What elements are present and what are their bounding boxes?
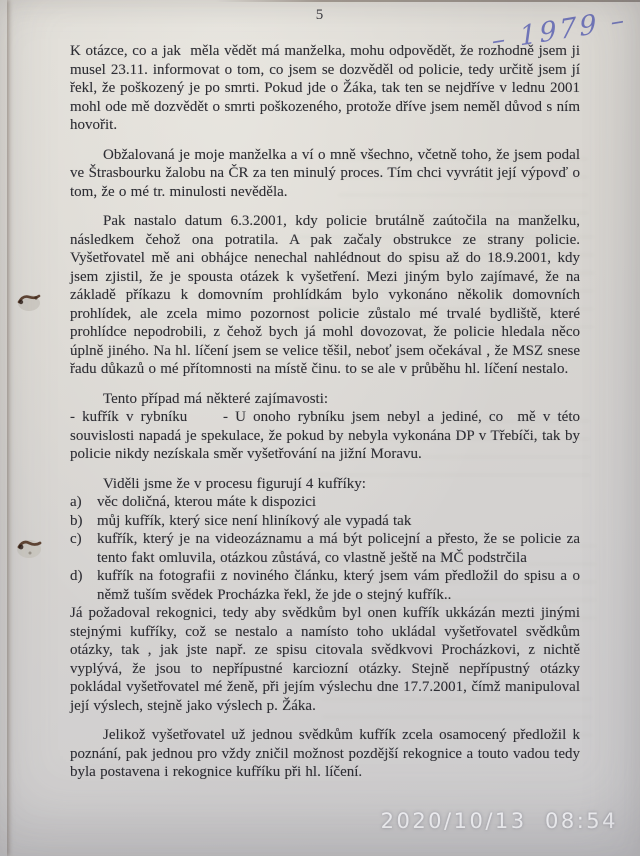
section-heading-zajimavosti: Tento případ má některé zajímavosti: [103,390,329,407]
page-number: 5 [315,7,325,23]
list-marker: b) [70,512,83,529]
photo-top-edge [215,0,640,2]
paragraph-obzalovana: Obžalovaná je moje manželka a ví o mně všechno, včetně toho, že jsem podal ve Štrasbourku žalobu na ČR za ten minulý proces. Tím chci vyvrátit její výpovď o tom, že o mé tr. minulosti nevěděla. [70,146,580,200]
ink-blot-mark [15,535,44,560]
list-item-text: kufřík na fotografii z noviného článku, který jsem vám předložil do spisu a o němž tuším svědek Procházka řekl, že jde o stejný kufřík.. [97,568,580,603]
list-item-c [70,530,580,567]
paragraph-obstrukce: Pak nastalo datum 6.3.2001, kdy policie brutálně zaútočila na manželku, následkem čehož ona potratila. A pak začaly obstrukce ze strany policie. Vyšetřovatel mě ani obhájce nenechal nahlédnout do spisu až do 18.9.2001, kdy jsem zjistil, že je spousta otázek k vyšetření. Mezi jiným bylo zajímavé, že na základě příkazu k domovním prohlídkám bylo vykonáno několik domovních prohlídek, ale zcela mimo pozornost policie zůstalo mé trvalé bydliště, které prohlídce nepodrobili, z čehož bych já mohl dovozovat, že policie hledala něco úplně jiného. Na hl. líčení jsem se velice těšil, neboť jsem očekával , že MSZ snese řadu důkazů o mé přítomnosti na místě činu. to se ale v průběhu hl. líčení nestalo. [70,213,580,377]
document-text [70,42,580,782]
camera-timestamp: 2020/10/13 08:54 [380,809,618,833]
paragraph-kufrik-v-rybniku: - kufřík v rybníku - U onoho rybníku jsem nebyl a jediné, co mě v této souvislosti napadá je spekulace, že pokud by nebyla vykonána DP v Třebíči, tak by policie nikdy nezískala směr vyšetřování na jižní Moravu. [70,409,580,462]
ink-blot-mark [16,290,43,313]
list-item-text: můj kufřík, který sice není hliníkový ale vypadá tak [97,512,412,529]
ink-blot-icon [15,535,44,560]
list-item-a [70,493,580,512]
ink-blot-icon [16,290,43,313]
list-marker: a) [70,494,82,510]
list-item-d [70,567,580,604]
handwritten-annotation: – 1979 – [491,4,628,57]
list-marker: d) [70,568,83,584]
section-heading-kufriky: Viděli jsme že v procesu figurují 4 kufříky: [103,475,366,492]
paragraph-zaver: Jelikož vyšetřovatel už jednou svědkům kufřík zcela osamocený předložil k poznání, pak jednou pro vždy zničil možnost pozdější rekognice a touto vadou tedy byla postavena i rekognice kufříku při hl. líčení. [70,727,580,780]
paragraph-uvod: K otázce, co a jak měla vědět má manželka, mohu odpovědět, že rozhodně jsem ji musel 23.11. informovat o tom, co jsem se dozvěděl od policie, tedy určitě jsem jí řekl, že poškozený je po smrti. Pokud jde o Žáka, tak ten se nejdříve v lednu 2001 mohl ode mě dozvědět o smrti poškozeného, protože dříve jsem neměl důvod s ním hovořit. [70,43,580,133]
list-item-b [70,512,580,531]
table-surface-edge [0,0,7,856]
list-marker: c) [70,531,82,547]
paragraph-rekognice: Já požadoval rekognici, tedy aby svědkům byl onen kufřík ukkázán mezti jinými stejnými kufříky, což se nestalo a namísto toho ukládal vyšetřovatel svědkům otázky, tak , jak jste např. ze spisu citovala svědkvovi Procházkovi, z nichtě vyplývá, že jsou to nepřípustné karciozní otázky. Stejně nepřípustný otázky pokládal vyšetřovatel mé ženě, při jejím výslechu dne 17.7.2001, čímž manipuloval její výslech, stejně jako výslech p. Žáka. [70,605,580,714]
list-item-text: kufřík, který je na videozáznamu a má být policejní a přesto, že se policie za tento fakt omluvila, otázkou zůstává, co vlastně ještě na MČ podstrčila [97,531,580,566]
list-item-text: věc doličná, kterou máte k dispozici [97,494,317,510]
